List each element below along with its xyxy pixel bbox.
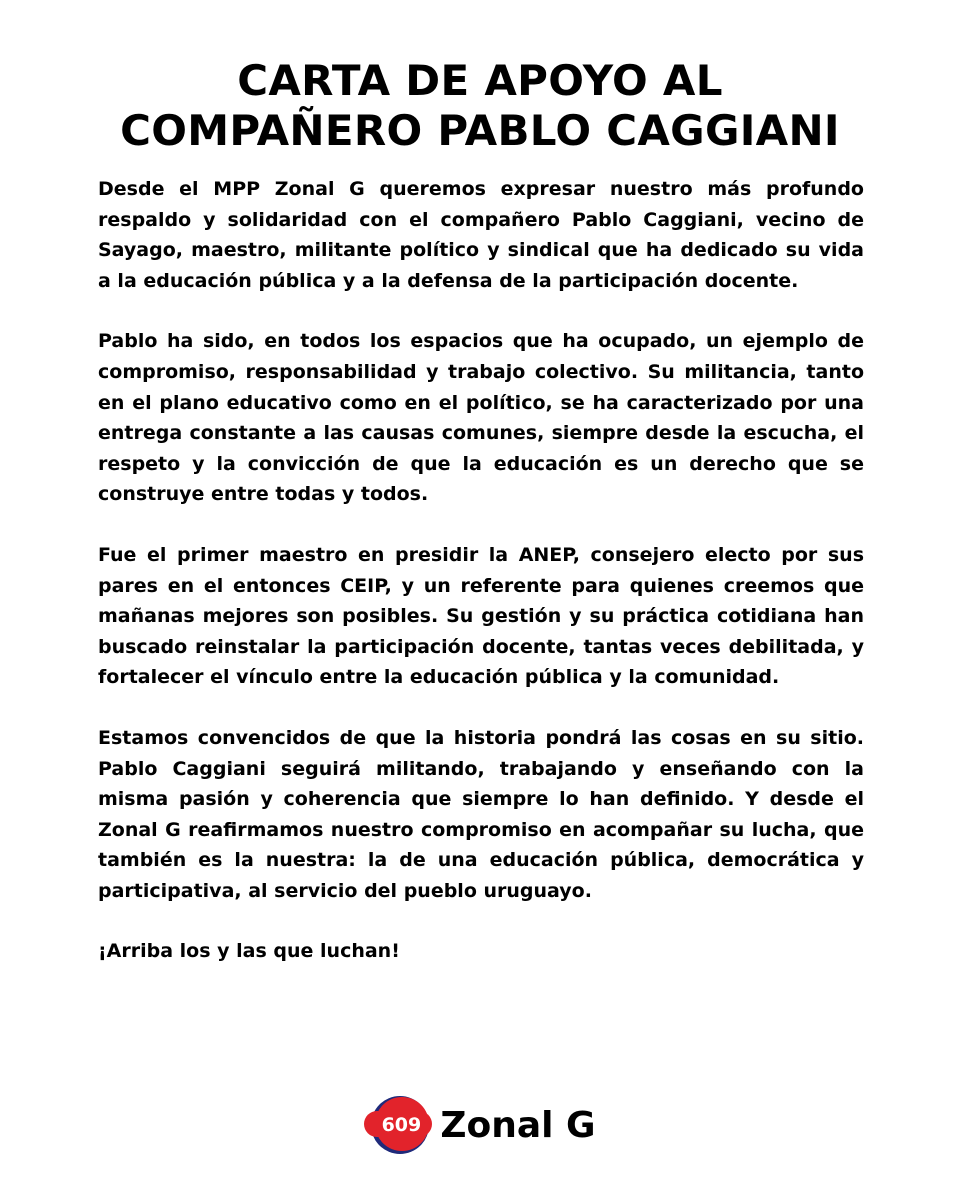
paragraph-1: Desde el MPP Zonal G queremos expresar nuestro más profundo respaldo y solidaridad con el compañero Pablo Caggiani, vecino de Sayago, maestro, militante político y sindical que ha dedicado su vida a la educación pública y a la defensa de la participación docente. (98, 178, 864, 292)
closing-line: ¡Arriba los y las que luchan! (98, 940, 400, 963)
footer-brand (0, 1093, 960, 1157)
mpp-609-logo (364, 1093, 432, 1157)
paragraph-2: Pablo ha sido, en todos los espacios que ha ocupado, un ejemplo de compromiso, responsabilidad y trabajo colectivo. Su militancia, tanto en el plano educativo como en el político, se ha caracterizado por una entrega constante a las causas comunes, siempre desde la escucha, el respeto y la convicción de que la educación es un derecho que se construye entre todas y todos. (98, 330, 864, 506)
paragraph-4: Estamos convencidos de que la historia pondrá las cosas en su sitio. Pablo Caggiani seguirá militando, trabajando y enseñando con la misma pasión y coherencia que siempre lo han definido. Y desde el Zonal G reafirmamos nuestro compromiso en acompañar su lucha, que también es la nuestra: la de una educación pública, democrática y participativa, al servicio del pueblo uruguayo. (98, 726, 864, 902)
logo-number: 609 (381, 1114, 422, 1136)
title-line-1: CARTA DE APOYO AL (237, 56, 723, 105)
page-title (60, 56, 900, 156)
paragraph-3: Fue el primer maestro en presidir la ANEP, consejero electo por sus pares en el entonces CEIP, y un referente para quienes creemos que mañanas mejores son posibles. Su gestión y su práctica cotidiana han buscado reinstalar la participación docente, tantas veces debilitada, y fortalecer el vínculo entre la educación pública y la comunidad. (98, 543, 864, 689)
zonal-label: Zonal G (440, 1105, 596, 1146)
title-line-2: COMPAÑERO PABLO CAGGIANI (120, 106, 840, 155)
letter-body (98, 174, 864, 997)
